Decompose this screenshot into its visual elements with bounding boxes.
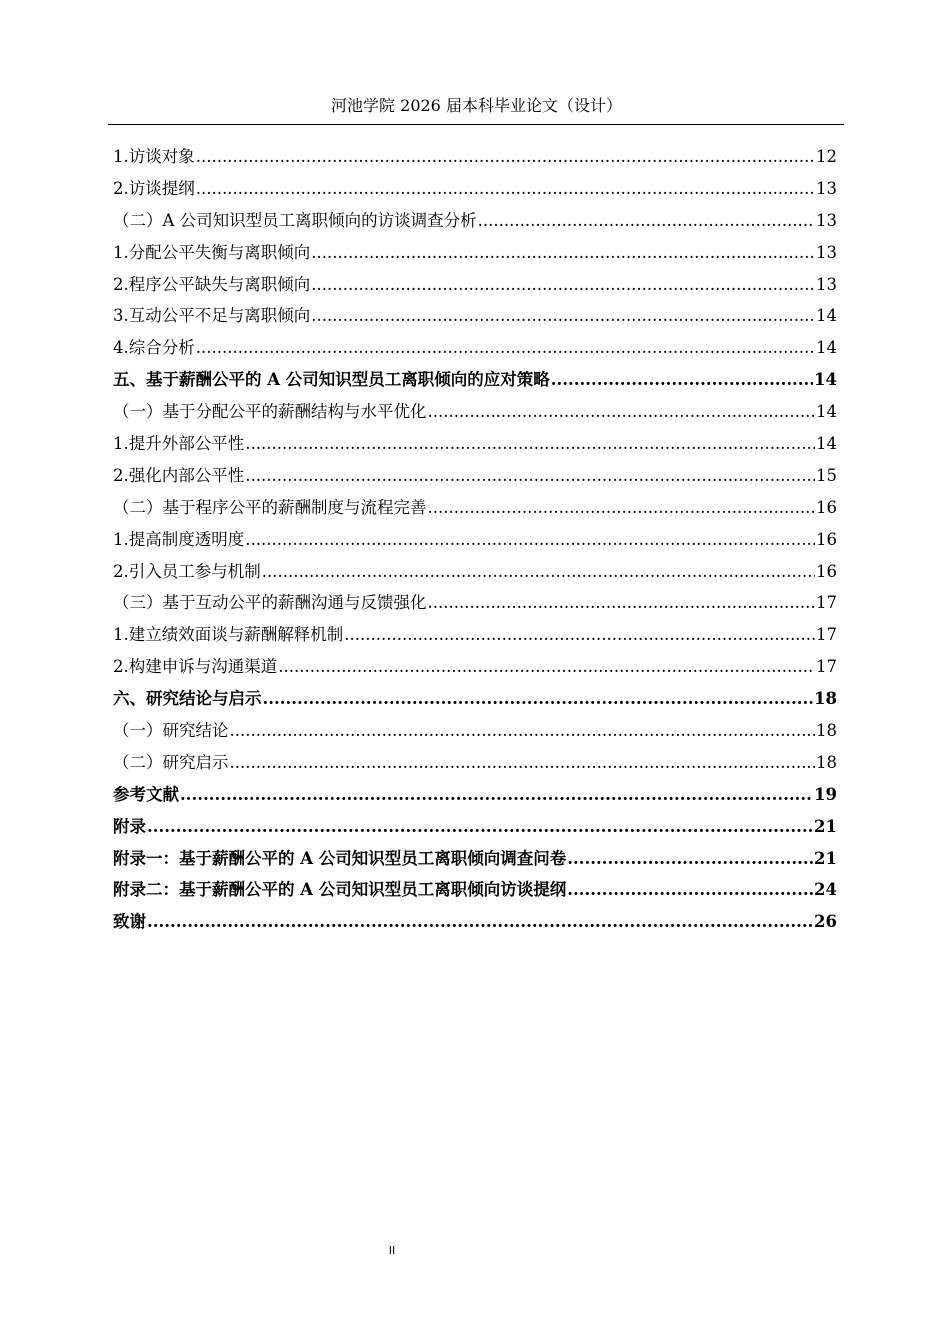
toc-entry-title: 附录二：基于薪酬公平的 A 公司知识型员工离职倾向访谈提纲 — [113, 880, 567, 900]
toc-entry-page: 14 — [816, 338, 837, 358]
toc-entry-title: 1.访谈对象 — [113, 147, 195, 166]
toc-entry[interactable] — [113, 460, 837, 492]
toc-entry-title: 2.访谈提纲 — [113, 178, 195, 198]
toc-dot-leader — [567, 843, 813, 875]
toc-entry-page: 24 — [814, 880, 837, 900]
toc-entry-page: 14 — [816, 434, 837, 454]
page-header: 河池学院 2026 届本科毕业论文（设计） — [331, 96, 622, 115]
toc-entry-page: 21 — [814, 848, 837, 868]
toc-entry-title: 2.构建申诉与沟通渠道 — [113, 657, 278, 677]
toc-entry-title: 六、研究结论与启示 — [113, 689, 262, 709]
toc-entry-page: 13 — [816, 178, 837, 198]
toc-entry-page: 18 — [816, 752, 837, 772]
toc-entry[interactable] — [113, 492, 837, 524]
toc-dot-leader — [180, 779, 813, 811]
toc-entry[interactable] — [113, 683, 837, 715]
toc-entry-title: 1.提升外部公平性 — [113, 434, 245, 454]
toc-dot-leader — [344, 619, 815, 651]
toc-entry-title: （一）研究结论 — [113, 721, 229, 741]
toc-entry-page: 16 — [816, 529, 837, 549]
toc-entry-title: 附录一：基于薪酬公平的 A 公司知识型员工离职倾向调查问卷 — [113, 848, 567, 868]
toc-entry-title: 4.综合分析 — [113, 338, 195, 358]
toc-entry[interactable] — [113, 556, 837, 588]
toc-entry[interactable] — [113, 205, 837, 237]
toc-dot-leader — [311, 237, 815, 269]
toc-dot-leader — [147, 906, 813, 938]
toc-entry-page: 18 — [814, 689, 837, 709]
toc-dot-leader — [262, 556, 815, 588]
toc-entry-title: （一）基于分配公平的薪酬结构与水平优化 — [113, 402, 427, 422]
toc-entry-title: 附录 — [113, 816, 146, 836]
toc-dot-leader — [278, 651, 815, 683]
toc-entry-title: 2.程序公平缺失与离职倾向 — [113, 274, 311, 294]
toc-entry-page: 15 — [816, 465, 837, 485]
toc-dot-leader — [551, 364, 813, 396]
toc-dot-leader — [567, 874, 813, 906]
toc-entry[interactable] — [113, 715, 837, 747]
toc-entry[interactable] — [113, 779, 837, 811]
toc-entry-title: （二）A 公司知识型员工离职倾向的访谈调查分析 — [113, 210, 477, 230]
toc-entry[interactable] — [113, 332, 837, 364]
toc-entry-title: 2.引入员工参与机制 — [113, 561, 261, 581]
toc-dot-leader — [196, 141, 815, 173]
header-divider — [108, 124, 844, 125]
toc-dot-leader — [478, 205, 815, 237]
page-number: II — [388, 1244, 396, 1257]
toc-entry-title: 3.互动公平不足与离职倾向 — [113, 306, 311, 326]
toc-entry[interactable] — [113, 874, 837, 906]
toc-entry-title: （二）研究启示 — [113, 752, 229, 772]
toc-entry-title: 1.提高制度透明度 — [113, 529, 245, 549]
toc-entry-page: 12 — [816, 147, 837, 166]
toc-entry-title: 2.强化内部公平性 — [113, 465, 245, 485]
toc-entry-page: 21 — [814, 816, 837, 836]
toc-dot-leader — [230, 747, 816, 779]
toc-entry[interactable] — [113, 141, 837, 173]
toc-entry[interactable] — [113, 843, 837, 875]
toc-entry-page: 13 — [816, 274, 837, 294]
toc-entry-page: 16 — [816, 497, 837, 517]
toc-dot-leader — [428, 492, 816, 524]
toc-dot-leader — [147, 811, 813, 843]
toc-dot-leader — [428, 396, 816, 428]
toc-entry[interactable] — [113, 619, 837, 651]
toc-entry-page: 14 — [816, 402, 837, 422]
toc-dot-leader — [196, 173, 815, 205]
toc-entry-title: 1.建立绩效面谈与薪酬解释机制 — [113, 625, 344, 645]
toc-entry-page: 14 — [814, 370, 837, 390]
toc-dot-leader — [428, 587, 816, 619]
toc-dot-leader — [245, 460, 815, 492]
toc-dot-leader — [196, 332, 815, 364]
toc-entry-title: 致谢 — [113, 912, 146, 932]
toc-dot-leader — [263, 683, 814, 715]
toc-dot-leader — [245, 524, 815, 556]
toc-entry-title: 五、基于薪酬公平的 A 公司知识型员工离职倾向的应对策略 — [113, 370, 550, 390]
toc-entry[interactable] — [113, 747, 837, 779]
toc-dot-leader — [245, 428, 815, 460]
toc-entry[interactable] — [113, 428, 837, 460]
toc-entry[interactable] — [113, 651, 837, 683]
toc-entry-title: （二）基于程序公平的薪酬制度与流程完善 — [113, 497, 427, 517]
toc-entry-page: 18 — [816, 721, 837, 741]
toc-entry[interactable] — [113, 811, 837, 843]
toc-entry-page: 13 — [816, 210, 837, 230]
toc-dot-leader — [311, 300, 815, 332]
toc-entry-page: 17 — [816, 657, 837, 677]
toc-entry[interactable] — [113, 587, 837, 619]
toc-dot-leader — [311, 269, 815, 301]
toc-entry-page: 17 — [816, 625, 837, 645]
toc-entry-page: 26 — [814, 912, 837, 932]
toc-entry-title: 参考文献 — [113, 784, 179, 804]
toc-entry-page: 19 — [814, 784, 837, 804]
toc-entry-title: （三）基于互动公平的薪酬沟通与反馈强化 — [113, 593, 427, 613]
toc-entry[interactable] — [113, 364, 837, 396]
toc-entry[interactable] — [113, 300, 837, 332]
toc-entry-page: 13 — [816, 242, 837, 262]
toc-dot-leader — [230, 715, 816, 747]
toc-entry[interactable] — [113, 524, 837, 556]
toc-entry[interactable] — [113, 906, 837, 938]
toc-entry[interactable] — [113, 396, 837, 428]
toc-entry[interactable] — [113, 269, 837, 301]
toc-entry-page: 17 — [816, 593, 837, 613]
toc-entry-page: 16 — [816, 561, 837, 581]
toc-entry[interactable] — [113, 173, 837, 205]
toc-entry[interactable] — [113, 237, 837, 269]
toc-entry-title: 1.分配公平失衡与离职倾向 — [113, 242, 311, 262]
table-of-contents — [113, 141, 837, 938]
toc-entry-page: 14 — [816, 306, 837, 326]
